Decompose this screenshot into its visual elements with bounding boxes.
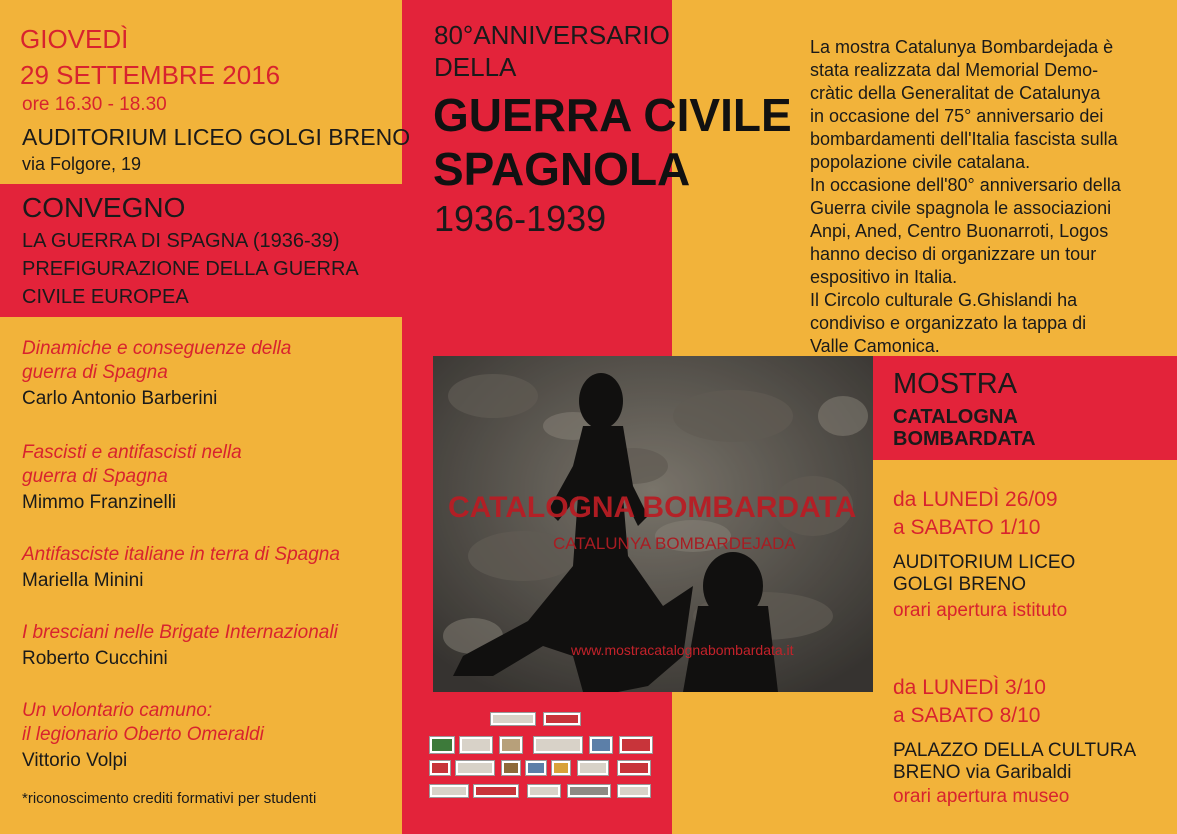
talk-title: guerra di Spagna [22,466,168,487]
session-venue: GOLGI BRENO [893,574,1027,595]
description-line: espositivo in Italia. [810,267,958,287]
description-line: La mostra Catalunya Bombardejada è [810,37,1114,57]
exhibition-name: BOMBARDATA [893,428,1036,450]
talk-speaker: Vittorio Volpi [22,750,128,771]
description-line: In occasione dell'80° anniversario della [810,175,1121,195]
description-line: condiviso e organizzato la tappa di [810,313,1087,333]
sponsor-logos [425,708,665,812]
talk-title: il legionario Oberto Omeraldi [22,724,264,745]
photo-title: CATALOGNA BOMBARDATA [448,491,857,524]
event-street: via Folgore, 19 [22,154,142,174]
session-venue: BRENO via Garibaldi [893,762,1072,783]
war-years: 1936-1939 [434,198,607,239]
sponsor-logo [455,760,495,776]
session-venue: AUDITORIUM LICEO [893,552,1076,573]
description-line: Il Circolo culturale G.Ghislandi ha [810,290,1078,310]
sponsor-logo [490,712,536,726]
session-start-date: da LUNEDÌ 26/09 [893,488,1058,511]
sponsor-logo [527,784,561,798]
session-hours: orari apertura museo [893,786,1070,807]
session-hours: orari apertura istituto [893,600,1068,621]
description-line: Anpi, Aned, Centro Buonarroti, Logos [810,221,1109,241]
sponsor-logo [525,760,547,776]
talk-title: I bresciani nelle Brigate Internazionali [22,622,338,643]
photo-subtitle: CATALUNYA BOMBARDEJADA [553,534,796,553]
conference-theme-line: CIVILE EUROPEA [22,286,189,308]
sponsor-logo [473,784,519,798]
description-line: in occasione del 75° anniversario dei [810,106,1104,126]
talk-title: Fascisti e antifascisti nella [22,442,242,463]
description-line: Guerra civile spagnola le associazioni [810,198,1112,218]
event-venue: AUDITORIUM LICEO GOLGI BRENO [22,124,411,150]
conference-label: CONVEGNO [22,192,186,223]
talk-title: Dinamiche e conseguenze della [22,338,292,359]
anniversary-line: 80°ANNIVERSARIO [434,20,670,50]
event-time: ore 16.30 - 18.30 [22,94,167,115]
event-date: 29 SETTEMBRE 2016 [20,60,281,90]
sponsor-logo [459,736,493,754]
sponsor-logo [429,784,469,798]
session-end-date: a SABATO 1/10 [893,516,1041,539]
conference-theme-line: LA GUERRA DI SPAGNA (1936-39) [22,230,340,252]
sponsor-logo [617,760,651,776]
talk-title: guerra di Spagna [22,362,168,383]
talk-speaker: Carlo Antonio Barberini [22,388,218,409]
description-line: Valle Camonica. [810,336,940,356]
description-line: hanno deciso di organizzare un tour [810,244,1097,264]
sponsor-logo [577,760,609,776]
sponsor-logo [619,736,653,754]
sponsor-logo [567,784,611,798]
conference-theme-line: PREFIGURAZIONE DELLA GUERRA [22,258,359,280]
sponsor-logo [429,736,455,754]
talk-speaker: Mariella Minini [22,570,144,591]
description-line: cràtic della Generalitat de Catalunya [810,83,1101,103]
description-line: bombardamenti dell'Italia fascista sulla [810,129,1118,149]
exhibition-website-link[interactable]: www.mostracatalognabombardata.it [571,642,794,658]
anniversary-line: DELLA [434,52,517,82]
sponsor-logo [543,712,581,726]
sponsor-logo [589,736,613,754]
sponsor-logo [551,760,571,776]
main-title: SPAGNOLA [433,143,691,195]
event-day: GIOVEDÌ [20,24,129,54]
sponsor-logo [533,736,583,754]
exhibition-photo [433,356,873,692]
talk-speaker: Mimmo Franzinelli [22,492,177,513]
main-title: GUERRA CIVILE [433,89,792,141]
session-venue: PALAZZO DELLA CULTURA [893,740,1137,761]
exhibition-description [810,36,1160,358]
credits-note: *riconoscimento crediti formativi per studenti [22,790,317,807]
sponsor-logo [501,760,521,776]
talk-title: Antifasciste italiane in terra di Spagna [22,544,340,565]
sponsor-logo [499,736,523,754]
talk-speaker: Roberto Cucchini [22,648,168,669]
session-end-date: a SABATO 8/10 [893,704,1041,727]
exhibition-label: MOSTRA [893,368,1018,400]
description-line: popolazione civile catalana. [810,152,1031,172]
talk-title: Un volontario camuno: [22,700,213,721]
description-line: stata realizzata dal Memorial Demo- [810,60,1099,80]
session-start-date: da LUNEDÌ 3/10 [893,676,1046,699]
sponsor-logo [617,784,651,798]
sponsor-logo [429,760,451,776]
exhibition-name: CATALOGNA [893,406,1018,428]
